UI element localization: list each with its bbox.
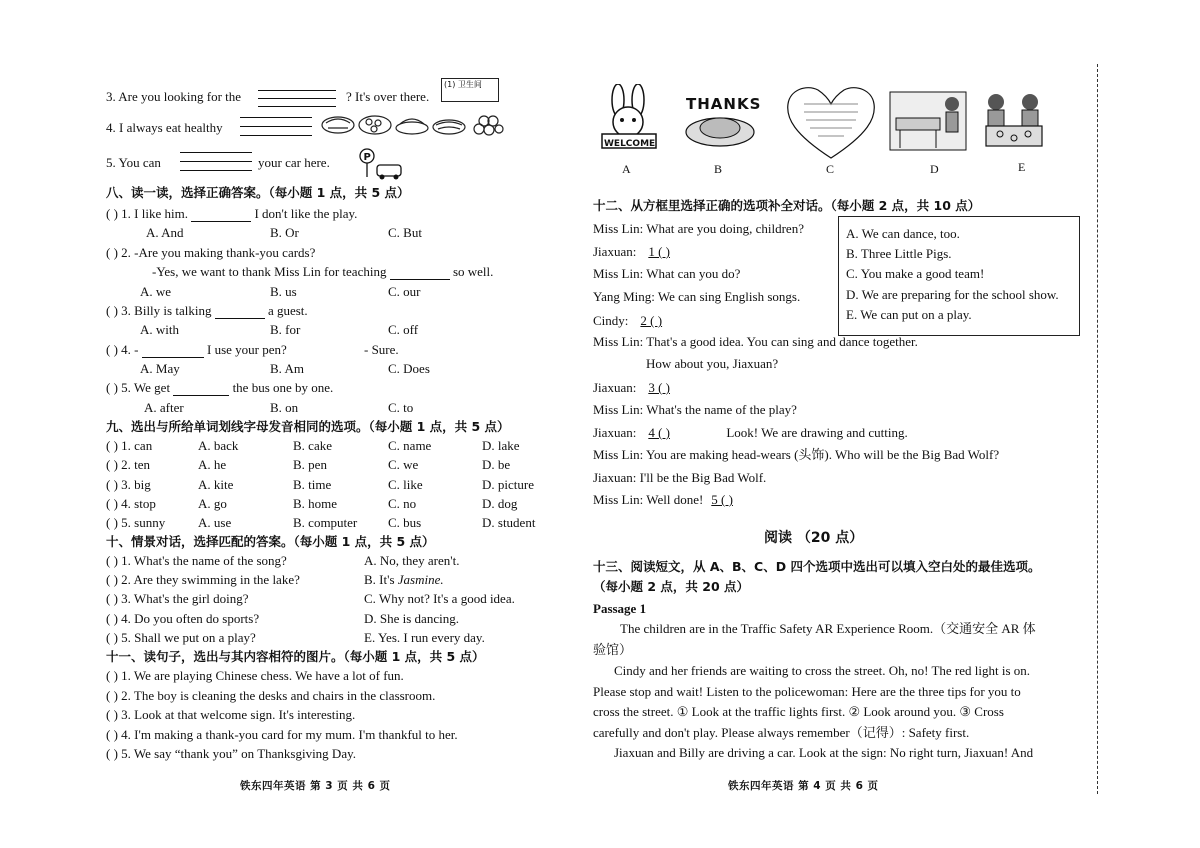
s8-q2-opt-b: B. us [270, 284, 297, 299]
s12-line-9 [593, 402, 797, 418]
s9-row5-col4: C. bus [388, 515, 422, 531]
s8-q1-opt-b: B. Or [270, 225, 299, 240]
s12-blank-5[interactable]: 5 ( ) [711, 492, 733, 507]
s8-q1-opt-c: C. But [388, 225, 422, 240]
s11-sentence-2: ( ) 2. The boy is cleaning the desks and chairs in the classroom. [106, 687, 436, 703]
s12-line-6 [593, 334, 918, 350]
s8-q5-text: ( ) 5. We get [106, 380, 171, 395]
s9-row1-col3: B. cake [293, 438, 332, 453]
s12-blank-2[interactable]: 2 ( ) [640, 313, 663, 328]
s12-line-8 [593, 380, 718, 396]
s8-q1-tail: I don't like the play. [254, 206, 358, 221]
s9-row2-col4: C. we [388, 457, 419, 473]
s10-question-3: ( ) 3. What's the girl doing? [106, 591, 249, 607]
s12-blank-1[interactable]: 1 ( ) [648, 244, 670, 259]
s8-q2-line2 [152, 264, 493, 280]
passage-line-2: 验馆） [593, 642, 633, 657]
s10-jasmine: Jasmine. [397, 572, 444, 588]
s12-blank-4[interactable]: 4 ( ) [648, 425, 670, 440]
s12-line-11 [593, 447, 999, 463]
s8-q2-tail: so well. [452, 264, 494, 279]
section-13-points: （每小题 2 点，共 20 点） [593, 579, 750, 594]
pic-label-c: C [826, 162, 835, 176]
s9-row4-col3: B. home [293, 495, 338, 511]
s9-row1-col5: D. lake [482, 438, 520, 453]
s10-answer-2 [364, 572, 444, 588]
s12-line-10-text: Jiaxuan: [593, 425, 637, 440]
s9-row5-col2: A. use [198, 515, 232, 531]
s8-q4-opt-b: B. Am [270, 361, 304, 376]
s12-line-2-text: Jiaxuan: [593, 244, 637, 259]
thanks-text: THANKS [686, 95, 762, 113]
s12-line-13-text: Miss Lin: Well done! [593, 492, 704, 507]
s12-blank-3[interactable]: 3 ( ) [648, 380, 670, 395]
passage-line-6: carefully and don't play. Please always remember（记得）: Safety first. [593, 725, 970, 740]
box-option-d: D. We are preparing for the school show. [846, 287, 1059, 302]
s8-q3-blank[interactable] [215, 318, 265, 319]
s12-line-8-text: Jiaxuan: [593, 380, 637, 395]
line-5-post: your car here. [258, 155, 330, 170]
s12-line-5 [593, 313, 710, 329]
s10-answer-3 [364, 591, 515, 607]
s8-q4-reply: - Sure. [364, 342, 399, 357]
answer-lines-4[interactable] [240, 111, 312, 136]
s12-line-7-text: How about you, Jiaxuan? [646, 356, 779, 371]
reading-title: 阅读 （20 点） [764, 530, 864, 546]
section-11-heading: 十一、读句子，选出与其内容相符的图片。（每小题 1 点，共 5 点） [106, 649, 485, 664]
s9-row2-col5: D. be [482, 457, 511, 473]
s10-question-5: ( ) 5. Shall we put on a play? [106, 629, 256, 645]
s9-row3-col3: B. time [293, 476, 332, 492]
pic-label-e: E [1018, 160, 1026, 174]
pic-label-d: D [930, 162, 939, 176]
box-option-a: A. We can dance, too. [846, 226, 960, 241]
picture-e-chinese-chess [978, 90, 1050, 152]
s12-line-1-text: Miss Lin: What are you doing, children? [593, 221, 804, 236]
line-4-text: 4. I always eat healthy [106, 120, 223, 135]
s10-answer-5-text: E. Yes. I run every day. [364, 629, 485, 645]
s9-row3-col2: A. kite [198, 476, 234, 492]
left-page-footer: 铁东四年英语 第 3 页 共 6 页 [240, 780, 391, 792]
s9-row1-col2: A. back [198, 438, 239, 453]
line-3-text: 3. Are you looking for the [106, 89, 242, 104]
passage-line-1: The children are in the Traffic Safety AR Experience Room.（交通安全 AR 体 [620, 621, 1036, 636]
s9-row4-col4: C. no [388, 495, 417, 511]
s8-q2-text: ( ) 2. -Are you making thank-you cards? [106, 245, 316, 260]
q-line-3 [106, 89, 241, 105]
section-13-heading: 十三、阅读短文，从 A、B、C、D 四个选项中选出可以填入空白处的最佳选项。 [593, 559, 1041, 574]
s8-q4 [106, 342, 287, 358]
s8-q3 [106, 303, 308, 319]
s10-answer-1 [364, 553, 459, 569]
section-12-heading: 十二、从方框里选择正确的选项补全对话。（每小题 2 点，共 10 点） [593, 198, 981, 213]
answer-lines-3[interactable] [258, 86, 336, 107]
s8-q3-opt-b: B. for [270, 322, 301, 337]
s8-q2-blank[interactable] [390, 279, 450, 280]
s8-q5-opt-b: B. on [270, 400, 299, 415]
line-3-post: ? It's over there. [346, 89, 430, 104]
s10-answer-1-text: A. No, they aren't. [364, 553, 460, 568]
restroom-sign-icon [441, 78, 499, 102]
s8-q4-opt-a: A. May [140, 361, 180, 376]
s12-line-7 [646, 356, 778, 372]
s8-q5-opt-c: C. to [388, 400, 414, 415]
s12-line-4 [593, 289, 800, 305]
s8-q3-opt-c: C. off [388, 322, 419, 337]
s12-line-10 [593, 425, 908, 441]
s12-line-13 [593, 492, 781, 508]
box-option-b: B. Three Little Pigs. [846, 246, 952, 261]
s9-row4-col2: A. go [198, 495, 227, 511]
s9-row4-col5: D. dog [482, 495, 518, 511]
s12-line-3 [593, 266, 740, 282]
section-10-heading: 十、情景对话，选择匹配的答案。（每小题 1 点，共 5 点） [106, 534, 435, 549]
s12-line-1 [593, 221, 804, 237]
s8-q3-tail: a guest. [267, 303, 308, 318]
s12-line-11-text: Miss Lin: You are making head-wears (头饰). Who will be the Big Bad Wolf? [593, 447, 1000, 462]
s9-row5-col3: B. computer [293, 515, 358, 531]
s8-q2-opt-a: A. we [140, 284, 172, 299]
s11-sentence-4: ( ) 4. I'm making a thank-you card for my mum. I'm thankful to her. [106, 726, 458, 742]
food-icons [314, 110, 509, 140]
s9-row1-col4: C. name [388, 438, 432, 453]
s8-q3-text: ( ) 3. Billy is talking [106, 303, 212, 318]
s10-question-1: ( ) 1. What's the name of the song? [106, 553, 287, 568]
s9-row4-col1: ( ) 4. stop [106, 495, 156, 511]
s10-answer-3-text: C. Why not? It's a good idea. [364, 591, 515, 607]
s10-question-2: ( ) 2. Are they swimming in the lake? [106, 572, 300, 588]
s9-row5-col1: ( ) 5. sunny [106, 515, 166, 531]
s10-answer-4-text: D. She is dancing. [364, 610, 459, 626]
s9-row5-col5: D. student [482, 515, 536, 531]
box-option-c: C. You make a good team! [846, 266, 985, 281]
s9-row1-col1: ( ) 1. can [106, 438, 153, 453]
s11-sentence-1: ( ) 1. We are playing Chinese chess. We have a lot of fun. [106, 668, 404, 683]
s12-line-9-text: Miss Lin: What's the name of the play? [593, 402, 797, 417]
s12-line-10-tail: Look! We are drawing and cutting. [726, 425, 908, 440]
s8-q5-blank[interactable] [173, 395, 229, 396]
s10-answer-5 [364, 630, 485, 646]
picture-d-cleaning-classroom [888, 88, 968, 154]
s9-row2-col3: B. pen [293, 457, 327, 473]
s8-q1-opt-a: A. And [146, 225, 184, 240]
section-9-heading: 九、选出与所给单词划线字母发音相同的选项。（每小题 1 点，共 5 点） [106, 419, 510, 434]
answer-lines-5[interactable] [180, 148, 252, 171]
pic-label-b: B [714, 162, 723, 176]
s10-question-4: ( ) 4. Do you often do sports? [106, 610, 260, 626]
s8-q5-opt-a: A. after [144, 400, 184, 415]
line-5-text: 5. You can [106, 155, 161, 170]
passage-line-3: Cindy and her friends are waiting to cross the street. Oh, no! The red light is on. [614, 663, 1031, 678]
passage-line-4: Please stop and wait! Listen to the policewoman: Here are the three tips for you to [593, 684, 1021, 699]
s12-line-12 [593, 470, 766, 486]
s9-row3-col4: C. like [388, 476, 423, 492]
s8-q5 [106, 380, 333, 396]
s11-sentence-5: ( ) 5. We say “thank you” on Thanksgiving Day. [106, 746, 356, 762]
fold-line [1097, 64, 1098, 794]
s11-sentence-3: ( ) 3. Look at that welcome sign. It's interesting. [106, 707, 356, 723]
welcome-sign-text: WELCOME [604, 139, 656, 149]
passage-title: Passage 1 [593, 601, 647, 616]
s8-q4-blank[interactable] [142, 357, 204, 358]
s8-q5-tail: the bus one by one. [232, 380, 334, 395]
s12-line-6-text: Miss Lin: That's a good idea. You can sing and dance together. [593, 334, 918, 349]
s12-line-2 [593, 244, 718, 260]
s9-row2-col2: A. he [198, 457, 227, 473]
s8-q2-opt-c: C. our [388, 284, 421, 299]
picture-c-heart-card [784, 82, 879, 162]
s12-line-3-text: Miss Lin: What can you do? [593, 266, 741, 281]
box-option-e: E. We can put on a play. [846, 307, 972, 322]
pic-label-a: A [622, 162, 631, 176]
s8-q1-text: ( ) 1. I like him. [106, 206, 188, 221]
s8-q1-blank[interactable] [191, 221, 251, 222]
s8-q3-opt-a: A. with [140, 322, 179, 337]
s12-line-5-text: Cindy: [593, 313, 629, 328]
s10-answer-2-text: B. It's [364, 572, 398, 588]
passage-line-7: Jiaxuan and Billy are driving a car. Look at the sign: No right turn, Jiaxuan! And [614, 745, 1034, 760]
right-page-footer: 铁东四年英语 第 4 页 共 6 页 [728, 780, 879, 792]
s10-answer-4 [364, 611, 459, 627]
section-8-heading: 八、读一读，选择正确答案。（每小题 1 点，共 5 点） [106, 185, 410, 200]
passage-line-5: cross the street. ① Look at the traffic lights first. ② Look around you. ③ Cross [593, 704, 1004, 719]
s9-row3-col5: D. picture [482, 476, 534, 492]
restroom-sign-text: (1) 卫生间 [444, 80, 482, 89]
parking-icon [355, 147, 405, 183]
s12-line-12-text: Jiaxuan: I'll be the Big Bad Wolf. [593, 470, 767, 485]
s12-line-4-text: Yang Ming: We can sing English songs. [593, 289, 801, 304]
s8-q2-line2-text: -Yes, we want to thank Miss Lin for teaching [152, 264, 387, 279]
s9-row3-col1: ( ) 3. big [106, 476, 151, 492]
s8-q4-text: ( ) 4. - [106, 342, 139, 357]
svg-text:P: P [363, 152, 371, 163]
s8-q1 [106, 206, 357, 222]
s8-q4-mid: I use your pen? [207, 342, 287, 357]
s8-q4-opt-c: C. Does [388, 361, 430, 376]
s9-row2-col1: ( ) 2. ten [106, 457, 151, 473]
